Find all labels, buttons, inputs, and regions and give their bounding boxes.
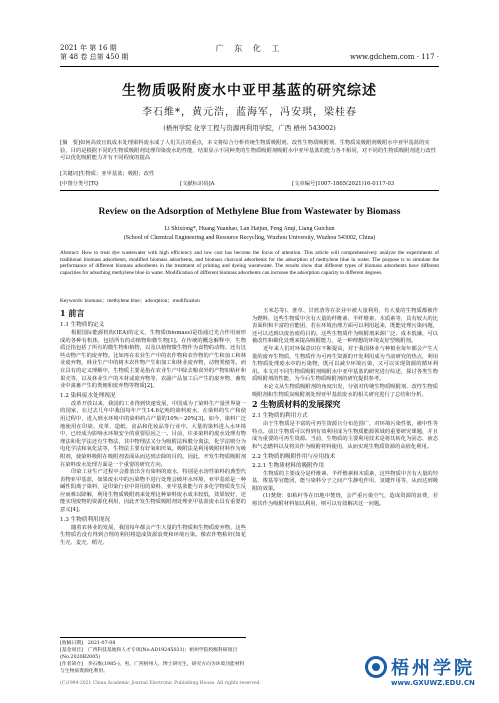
keywords-chinese: [关键词]生物质；亚甲基蓝；吸附；改性 <box>60 171 155 177</box>
paragraph: 印染工业生产过程中会排放出含有染料的废水，特别是水溶性染料的典型代表物亚甲基蓝，如果废水中的污染物不进行处理会破坏水环境，亚甲基蓝是一种碱性阳离子染料，是印染行业中常用的染料，亚甲基蓝能与许多化学物质发生反应而难以降解，利用生物质吸附剂来处理这种染料废水成本较低，效果较好，还能实现废物的资源化利用，因此开发生物质吸附剂处理亚甲基蓝废水具有重要的意义[4]。 <box>60 469 246 514</box>
authors-english: Li Shixiong*, Huang Yuanhao, Lan Haijun, Feng Anqi, Liang Guichun <box>164 226 335 232</box>
footnote-funding: [基金项目] 广西科技基地和人才专项(No.AD19245031)；梧州学院校级科研项目(No.2020B2005) <box>60 648 238 660</box>
section-heading: 1 前言 <box>60 308 85 318</box>
paragraph: 近年来人们对环保意识在不断提高，对于我国林业与种植业每年都会产生大量的废弃生物质，生物质作为可再生资源的开发利用成为当前研究的热点，利用生物质处理废水中的污染物，既可以减少环境污染，又可以实现资源的循环利用。本文对不同生物质吸附剂吸附水中亚甲基蓝的研究进行综述，探讨各类生物质吸附剂的性能，为今后生物质吸附剂的研究提供参考。 <box>252 345 438 383</box>
paragraph: 玉米芯等)、蔗草、甘蔗渣等在农业中被大量利用，有大量的生物质都被作为燃料，这些生物质中含有大量的纤维素、半纤维素、木质素等，具有较大的比表面积和丰富的官能团，若在环境治理方面可以利用起来，既能处理污染问题，还可以达到以废治废的目的。这些生物质作为吸附剂来源广泛、成本低廉，可以被改性和碳化处理来提高吸附能力，是一种理想的环境友好型吸附剂。 <box>252 308 438 345</box>
subsection-heading: 2.1 生物质的利用方式 <box>252 413 308 420</box>
clc-number: [中图分类号]TQ <box>60 181 99 187</box>
affiliation-english: (School of Chemical Engineering and Resource Recycling, Wuzhou University, Wuzhou 543002, China) <box>123 235 376 241</box>
logo-name: 梧州学院 <box>391 658 475 679</box>
paragraph: 根据国际能源机构(IEA)的定义，生物质(biomass)是指通过光合作用而形成的各种有机体，包括所有的动植物和微生物[1]。在传统的概念解释中，生物质泛指包括了所有的微生物和植物，以及以植物微生物作为食物的动物。还有这些动物产生的废弃物。比如再在农业生产中的农作物和农作物的产生和加工和林业废弃物，林业生产中的树木农作物产生和加工和林业废弃物，动物粪便等。而在具有的定义理解中，生物质主要是指在农业生产中除去粮食外的产物如秸秆和果壳等，以及林业生产的木材或废弃物等，农副产品加工后产生的废弃物、畜牧业中禽畜产生的粪便和废弃物等物质[2]。 <box>60 330 246 390</box>
header-journal: 广 东 化 工 <box>215 44 284 53</box>
keywords-english: Keywords: biomass；methylene blue；adsorption；modification <box>60 298 200 304</box>
abstract-english: Abstract: How to treat dye wastewater with high efficiency and low cost has become the focus of attention. This article will comprehensively analyze the experiments of traditional biomass adsorbents, modified biomass adsorbents, and biomass charcoal adsorbents for the adsorption of methylene blue in water. The purpose is to simulate the performance of different biomass adsorbents in the treatment of printing and dyeing wastewater. The results show that different types of biomass adsorbents have different capacities for adsorbing methylene blue in water. Modification of different biomass adsorbents can increase the adsorption capacity to different degrees. <box>60 250 439 277</box>
body-column-left <box>60 308 246 547</box>
subsection-heading: 1.1 生物质的定义 <box>60 322 105 328</box>
footnotes <box>60 637 246 675</box>
subsection-heading: 1.2 染料废水处理现况 <box>60 392 116 399</box>
abstract-rule <box>60 190 439 191</box>
subsubsection-heading: 2.2.1 生物质材料的吸附作用 <box>252 462 324 469</box>
copyright-line: (C)1994-2021 China Academic Journal Electronic Publishing House. All rights reserved. <box>60 681 261 686</box>
subsection-heading: 2.2 生物质的吸附作用与应用技术 <box>252 453 336 460</box>
document-code: [文献标识码]A <box>180 181 215 187</box>
watermark-logo <box>365 654 495 694</box>
paragraph: 随着农林业的发展，我国每年都会产生大量的生物质和生物质废弃物，这些生物质若没有得到合理的利用将造成资源浪费和环境污染。像农作物秸秆(如花生壳、麦壳、稻壳、 <box>60 524 246 546</box>
article-number: [文章编号]1007-1865(2021)16-0117-03 <box>292 181 395 187</box>
header-volume: 第 48 卷 总第 450 期 <box>60 53 129 61</box>
title-chinese: 生物质吸附废水中亚甲基蓝的研究综述 <box>122 83 377 99</box>
paragraph: 改革开放以来，我国的工业得到快速发展，中国成为了染料生产量世界第一的国家，在过去几年中我国每年产生14.6亿吨的染料废水，在染料的生产和使用过程中，进入到水环境中的染料约占产量的10%～20%[3]。如今，染料广泛地使用在印染、皮革、造纸、食品和化妆品等行业中。大量的染料进入水环境中，已经成为影响水环境安全的重要原因之一。目前，许多染料的废水处理有物理法和化学法还有生物法，其中物理法又分为吸附法和膜分离法，化学法则分为电化学法和氧化法等，生物法主要有好氧和厌氧。吸附法是利用吸附材料作为吸附剂，使染料吸附在吸附剂表面从而达到去除的目的。因此，开发生物质吸附剂在染料废水处理方面是一个重要的研究方向。 <box>60 400 246 468</box>
paragraph: 本论文从生物质吸附剂的角度出发，分别对传统生物质吸附剂、改性生物质吸附剂和生物质炭吸附剂处理亚甲基蓝废水的相关研究进行了总结和分析。 <box>252 383 438 398</box>
logo-url: www.GXUWZ.EDU.CN <box>391 679 475 687</box>
affiliation-chinese: (梧州学院 化学工程与资源再利用学院，广西 梧州 543002) <box>163 124 336 132</box>
header-rule <box>60 66 439 67</box>
subsection-heading: 1.3 生物质利用现况 <box>60 516 110 523</box>
paragraph: 生物质的主要成分是纤维素、半纤维素和木质素，这些物质中含有大量的羟基、羧基等官能团，能与染料分子之间产生静电作用、氢键作用等，从而达到吸附的效果。 <box>252 470 438 492</box>
header-year-issue: 2021 年 第 16 期 <box>60 44 117 52</box>
running-header <box>60 44 439 66</box>
university-emblem-icon <box>365 656 387 678</box>
paragraph: 由于生物质是丰富的可再生资源且分布范围广，对环境污染性低，被中性等特点。前让生物质可以得到有效利用成为生物质能源领域的重要研究课题，并且成为重要的可再生资源。当前，生物质的主要利用技术是将其转化为固态、液态和气态燃料以及将其作为吸附材料使用，从而实现生物质资源的高值化利用。 <box>252 421 438 450</box>
footnote-author: [作者简介] 李石维(1985-)，男，广西梧州人，博士研究生，研究方向为环境功能材料与生物质资源化利用。 <box>60 662 245 674</box>
header-url-page: www.gdchem.com · 117 · <box>349 53 439 61</box>
paragraph: (1)焚烧：如秸秆等在田地中焚烧，会严重污染空气，造成资源的浪费，若将其作为吸附材料加以利用，则可以有效解决这一问题。 <box>252 493 438 507</box>
body-column-right <box>252 308 438 508</box>
abstract-chinese: [摘 要]如何高效且低成本处理染料废水成了人们关注的重点，本文将综合分析传统生物质吸附剂、改性生物质吸附剂、生物质炭吸附剂吸附水中亚甲基蓝的实验，目的是根据不同的生物质吸附剂处理印染废水的性能，结果显示不同种类的生物质吸附剂吸附水中亚甲基蓝的能力各不相同，对不同的生物质吸附剂进行改性可以优化吸附能力并有不同程度的提高 <box>60 140 437 162</box>
authors-chinese: 李石维*，黄元浩，蓝海军，冯安琪，梁桂春 <box>142 107 357 118</box>
title-english: Review on the Adsorption of Methylene Blue from Wastewater by Biomass <box>98 207 401 217</box>
section-heading: 2 生物质材料的发展探究 <box>252 399 341 410</box>
footnote-received: [收稿日期] 2021-07-08 <box>60 641 116 646</box>
